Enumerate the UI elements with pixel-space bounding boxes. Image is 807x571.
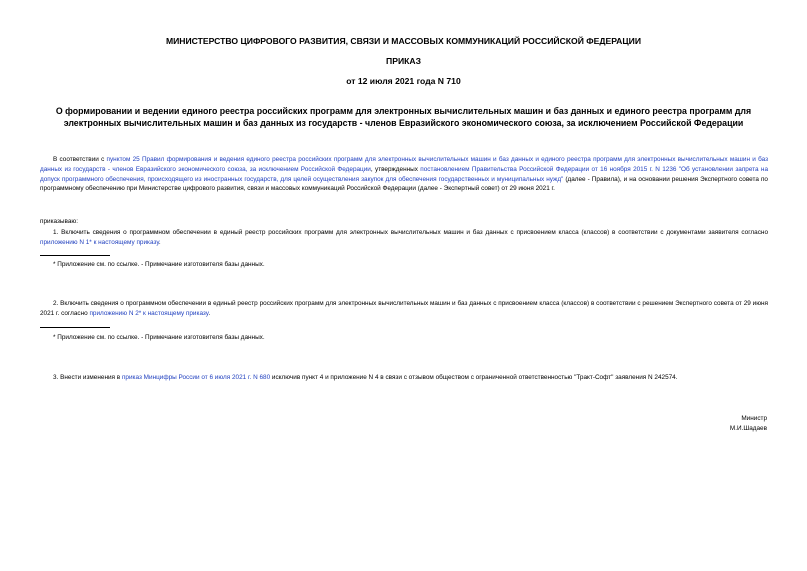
footnote-1: * Приложение см. по ссылке. - Примечание изготовителя базы данных. [53, 261, 265, 268]
ministry-heading: МИНИСТЕРСТВО ЦИФРОВОГО РАЗВИТИЯ, СВЯЗИ И МАССОВЫХ КОММУНИКАЦИЙ РОССИЙСКОЙ ФЕДЕРАЦИИ [165, 36, 642, 46]
item-3-end: исключив пункт 4 и приложение N 4 в связи с отзывом обществом с ограниченной ответственностью "Тракт-Софт" заявления N 242574. [270, 374, 678, 381]
document-type: ПРИКАЗ [386, 56, 421, 66]
item-1-end: . [158, 238, 161, 246]
appendix-2-link[interactable]: приложению N 2* к настоящему приказу [89, 309, 209, 317]
item-1-paragraph [40, 228, 768, 248]
appendix-1-link[interactable]: приложению N 1* к настоящему приказу [40, 238, 159, 246]
preamble-text-2: , утвержденных [370, 165, 421, 173]
rules-link[interactable]: пунктом 25 Правил формирования и ведения единого реестра российских программ для электронных вычислительных машин и баз данных и единого реестра программ для электронных вычислительных машин и баз данных из государств - членов Евразийского экономического союза, за исключением Российской Федерации [40, 156, 768, 173]
document-date-number: от 12 июля 2021 года N 710 [346, 76, 461, 86]
item-2-paragraph [40, 299, 768, 319]
title-line-2: электронных вычислительных машин и баз данных из государств - членов Евразийского экономического союза, за исключением Российской Федерации [63, 118, 744, 128]
footnote-divider-1 [40, 255, 110, 256]
signatory-name: М.И.Шадаев [729, 425, 767, 432]
order-680-link[interactable]: приказ Минцифры России от 6 июля 2021 г. N 680 [121, 374, 271, 381]
preamble-paragraph [40, 155, 768, 194]
document-title [40, 105, 767, 129]
item-2-end: . [208, 309, 211, 317]
preamble-text-3: (далее - Правила), и на основании решения Экспертного совета по программному обеспечению при Министерстве цифрового развития, связи и массовых коммуникаций Российской Федерации (далее - Экспертный совет) от 29 июня 2021 г. [40, 175, 768, 193]
item-3-text: 3. Внести изменения в [53, 374, 122, 381]
signatory-position: Министр [741, 415, 767, 422]
item-2-text: 2. Включить сведения о программном обеспечении в единый реестр российских программ для электронных вычислительных машин и баз данных с присвоением класса (классов) в соответствии с решением Экспертного совета от 29 июня 2021 г. согласно [40, 300, 768, 317]
government-decree-link[interactable]: постановлением Правительства Российской Федерации от 16 ноября 2015 г. N 1236 "Об установлении запрета на допуск программного обеспечения, происходящего из иностранных государств, для целей осуществления закупок для обеспечения государственных и муниципальных нужд" [40, 165, 768, 183]
item-3-paragraph [40, 373, 768, 383]
item-1-text: 1. Включить сведения о программном обеспечении в единый реестр российских программ для электронных вычислительных машин и баз данных с присвоением класса (классов) в соответствии с документами заявителя согласно [53, 229, 768, 236]
preamble-text-1: В соответствии с [53, 156, 107, 163]
signature-block [730, 414, 767, 434]
footnote-divider-2 [40, 327, 110, 328]
title-line-1: О формировании и ведении единого реестра российских программ для электронных вычислительных машин и баз данных и единого реестра программ для [55, 106, 752, 116]
order-word: приказываю: [40, 218, 78, 225]
footnote-2: * Приложение см. по ссылке. - Примечание изготовителя базы данных. [53, 334, 265, 341]
